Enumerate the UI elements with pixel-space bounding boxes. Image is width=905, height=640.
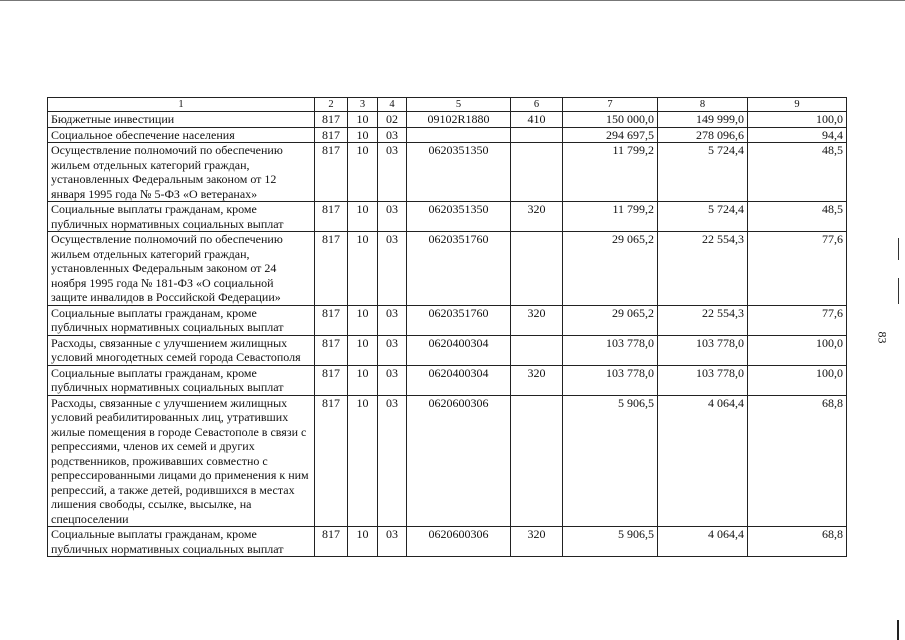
header-cell: 7 — [563, 98, 658, 112]
row-code-cell: 817 — [315, 143, 348, 202]
row-code-cell: 03 — [378, 527, 407, 557]
row-value-cell: 103 778,0 — [658, 365, 748, 395]
row-code-cell: 10 — [348, 143, 378, 202]
table-row — [48, 335, 847, 365]
row-code-cell — [511, 335, 563, 365]
row-value-cell: 5 724,4 — [658, 202, 748, 232]
row-code-cell: 10 — [348, 365, 378, 395]
table-row — [48, 127, 847, 143]
row-code-cell: 10 — [348, 112, 378, 128]
row-value-cell: 29 065,2 — [563, 232, 658, 306]
scan-edge-mark — [898, 238, 899, 260]
budget-table — [47, 97, 847, 557]
table-row — [48, 365, 847, 395]
row-code-cell: 320 — [511, 365, 563, 395]
row-value-cell: 103 778,0 — [658, 335, 748, 365]
row-code-cell: 817 — [315, 127, 348, 143]
row-value-cell: 4 064,4 — [658, 395, 748, 527]
table-row — [48, 527, 847, 557]
row-code-cell: 0620351350 — [407, 143, 511, 202]
row-name-cell: Социальные выплаты гражданам, кроме публичных нормативных социальных выплат — [48, 527, 315, 557]
row-value-cell: 100,0 — [748, 112, 847, 128]
row-value-cell: 149 999,0 — [658, 112, 748, 128]
table-row — [48, 305, 847, 335]
row-code-cell: 10 — [348, 335, 378, 365]
table-row — [48, 395, 847, 527]
row-value-cell: 5 906,5 — [563, 395, 658, 527]
row-code-cell: 03 — [378, 232, 407, 306]
row-code-cell: 10 — [348, 127, 378, 143]
header-cell: 8 — [658, 98, 748, 112]
scan-top-edge — [0, 0, 905, 1]
row-code-cell: 320 — [511, 527, 563, 557]
row-value-cell: 77,6 — [748, 305, 847, 335]
row-value-cell: 22 554,3 — [658, 232, 748, 306]
row-code-cell: 0620600306 — [407, 395, 511, 527]
row-code-cell — [511, 395, 563, 527]
row-code-cell: 03 — [378, 305, 407, 335]
row-code-cell: 0620600306 — [407, 527, 511, 557]
row-value-cell: 11 799,2 — [563, 143, 658, 202]
row-code-cell: 817 — [315, 305, 348, 335]
row-code-cell: 09102R1880 — [407, 112, 511, 128]
row-code-cell: 10 — [348, 232, 378, 306]
row-value-cell: 11 799,2 — [563, 202, 658, 232]
row-code-cell: 0620400304 — [407, 335, 511, 365]
table-row — [48, 112, 847, 128]
row-code-cell: 0620400304 — [407, 365, 511, 395]
row-code-cell — [511, 127, 563, 143]
row-value-cell: 48,5 — [748, 202, 847, 232]
row-name-cell: Социальные выплаты гражданам, кроме публичных нормативных социальных выплат — [48, 305, 315, 335]
row-name-cell: Социальное обеспечение населения — [48, 127, 315, 143]
row-name-cell: Осуществление полномочий по обеспечению жильем отдельных категорий граждан, установленных Федеральным законом от 12 января 1995 года № 5-ФЗ «О ветеранах» — [48, 143, 315, 202]
row-value-cell: 103 778,0 — [563, 335, 658, 365]
row-value-cell: 68,8 — [748, 395, 847, 527]
header-cell: 3 — [348, 98, 378, 112]
table-header-row — [48, 98, 847, 112]
row-name-cell: Социальные выплаты гражданам, кроме публичных нормативных социальных выплат — [48, 365, 315, 395]
row-code-cell: 0620351760 — [407, 305, 511, 335]
row-value-cell: 29 065,2 — [563, 305, 658, 335]
row-name-cell: Расходы, связанные с улучшением жилищных условий многодетных семей города Севастополя — [48, 335, 315, 365]
header-cell: 1 — [48, 98, 315, 112]
row-code-cell: 03 — [378, 365, 407, 395]
table-row — [48, 232, 847, 306]
row-value-cell: 94,4 — [748, 127, 847, 143]
row-code-cell: 03 — [378, 202, 407, 232]
row-value-cell: 294 697,5 — [563, 127, 658, 143]
row-code-cell: 320 — [511, 305, 563, 335]
scan-corner-mark — [897, 620, 899, 640]
row-code-cell: 10 — [348, 202, 378, 232]
header-cell: 5 — [407, 98, 511, 112]
row-code-cell: 817 — [315, 232, 348, 306]
row-code-cell: 817 — [315, 527, 348, 557]
row-value-cell: 48,5 — [748, 143, 847, 202]
row-code-cell: 817 — [315, 202, 348, 232]
header-cell: 6 — [511, 98, 563, 112]
scan-edge-mark — [898, 278, 899, 304]
row-code-cell: 02 — [378, 112, 407, 128]
row-value-cell: 100,0 — [748, 365, 847, 395]
row-code-cell: 0620351350 — [407, 202, 511, 232]
row-code-cell: 0620351760 — [407, 232, 511, 306]
page-number: 83 — [875, 331, 890, 344]
row-code-cell: 817 — [315, 365, 348, 395]
row-value-cell: 278 096,6 — [658, 127, 748, 143]
row-value-cell: 103 778,0 — [563, 365, 658, 395]
row-name-cell: Осуществление полномочий по обеспечению жильем отдельных категорий граждан, установленных Федеральным законом от 24 ноября 1995 года № 181-ФЗ «О социальной защите инвалидов в Российской Федерации» — [48, 232, 315, 306]
row-code-cell: 03 — [378, 127, 407, 143]
header-cell: 9 — [748, 98, 847, 112]
row-name-cell: Расходы, связанные с улучшением жилищных условий реабилитированных лиц, утративших жилые помещения в городе Севастополе в связи с репрессиями, членов их семей и других родственников, проживавших совместно с репрессированными лицами до применения к ним репрессий, а также детей, родившихся в местах лишения свободы, ссылке, высылке, на спецпоселении — [48, 395, 315, 527]
row-value-cell: 5 724,4 — [658, 143, 748, 202]
row-name-cell: Социальные выплаты гражданам, кроме публичных нормативных социальных выплат — [48, 202, 315, 232]
row-code-cell: 03 — [378, 143, 407, 202]
row-value-cell: 150 000,0 — [563, 112, 658, 128]
row-value-cell: 4 064,4 — [658, 527, 748, 557]
row-code-cell: 817 — [315, 395, 348, 527]
header-cell: 2 — [315, 98, 348, 112]
row-value-cell: 100,0 — [748, 335, 847, 365]
header-cell: 4 — [378, 98, 407, 112]
row-value-cell: 77,6 — [748, 232, 847, 306]
row-code-cell: 410 — [511, 112, 563, 128]
row-value-cell: 68,8 — [748, 527, 847, 557]
row-code-cell: 10 — [348, 305, 378, 335]
row-code-cell: 320 — [511, 202, 563, 232]
row-value-cell: 22 554,3 — [658, 305, 748, 335]
row-code-cell: 817 — [315, 112, 348, 128]
row-code-cell — [511, 232, 563, 306]
row-code-cell — [511, 143, 563, 202]
table-row — [48, 143, 847, 202]
row-code-cell — [407, 127, 511, 143]
row-code-cell: 817 — [315, 335, 348, 365]
row-code-cell: 10 — [348, 527, 378, 557]
row-value-cell: 5 906,5 — [563, 527, 658, 557]
row-code-cell: 10 — [348, 395, 378, 527]
row-name-cell: Бюджетные инвестиции — [48, 112, 315, 128]
row-code-cell: 03 — [378, 335, 407, 365]
table-row — [48, 202, 847, 232]
row-code-cell: 03 — [378, 395, 407, 527]
